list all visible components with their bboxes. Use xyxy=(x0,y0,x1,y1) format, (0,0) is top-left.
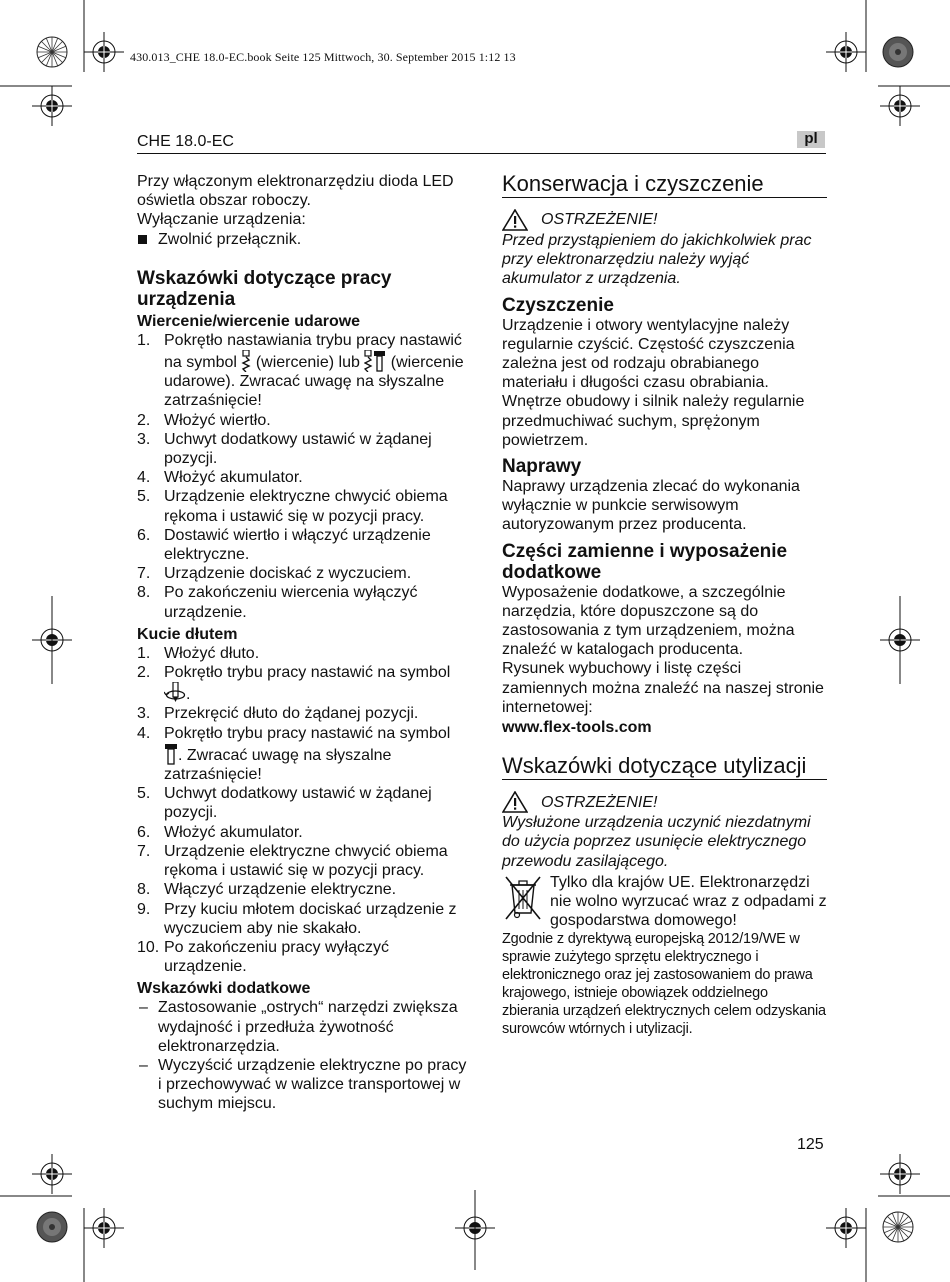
list-item xyxy=(137,663,467,704)
step-number: 8. xyxy=(137,584,151,602)
step-number: 6. xyxy=(137,526,151,544)
step-text: Urządzenie elektryczne chwycić obiema rękoma i ustawić się w pozycji pracy. xyxy=(164,842,448,880)
book-file-line: 430.013_CHE 18.0-EC.book Seite 125 Mittwoch, 30. September 2015 1:12 13 xyxy=(130,50,516,64)
step-text: . xyxy=(186,686,191,704)
registration-mark-icon xyxy=(880,86,920,126)
warning-label: OSTRZEŻENIE! xyxy=(541,793,658,811)
eu-only-text: Tylko dla krajów UE. Elektronarzędzi nie wolno wyrzucać wraz z odpadami z gospodarstwa domowego! xyxy=(550,873,827,930)
chisel-symbol-icon xyxy=(164,743,178,765)
printer-rosette-icon xyxy=(883,1212,913,1242)
registration-mark-icon xyxy=(826,1208,866,1248)
header-divider xyxy=(137,153,826,154)
disposal-warning-text: Wysłużone urządzenia uczynić niezdatnymi do użycia poprzez usunięcie elektrycznego przewodu zasilającego. xyxy=(502,814,811,870)
step-number: 2. xyxy=(137,664,151,682)
dash-marker: – xyxy=(139,1056,148,1074)
step-text: Pokrętło trybu pracy nastawić na symbol xyxy=(164,724,451,742)
step-number: 5. xyxy=(137,785,151,803)
maintenance-warning-text: Przed przystąpieniem do jakichkolwiek prac przy elektronarzędziu należy wyjąć akumulator z urządzenia. xyxy=(502,232,812,288)
list-item xyxy=(137,583,467,621)
directive-text: Zgodnie z dyrektywą europejską 2012/19/WE w sprawie zużytego sprzętu elektrycznego i elektronicznego oraz jej zastosowaniem do prawa krajowego, istnieje obowiązek oddzielnego zbierania urządzeń elektrycznych celem odzyskania surowców wtórnych i utylizacji. xyxy=(502,931,826,1038)
step-text: Włożyć akumulator. xyxy=(164,469,303,487)
registration-mark-icon xyxy=(32,86,72,126)
chisel-heading: Kucie dłutem xyxy=(137,625,238,643)
left-column xyxy=(137,172,467,1114)
drill-heading: Wiercenie/wiercenie udarowe xyxy=(137,312,361,330)
step-text: (wiercenie udarowe). Zwracać uwagę na słyszalne zatrzaśnięcie! xyxy=(164,354,464,410)
hammer-drill-symbol-icon xyxy=(364,350,386,372)
list-item xyxy=(137,784,467,822)
step-number: 3. xyxy=(137,705,151,723)
list-item xyxy=(137,230,467,249)
step-text: Przy kuciu młotem dociskać urządzenie z wyczuciem aby nie skakało. xyxy=(164,900,457,937)
step-text: Włożyć akumulator. xyxy=(164,823,303,841)
cleaning-heading: Czyszczenie xyxy=(502,294,614,316)
printer-rosette-icon xyxy=(37,37,67,67)
list-item xyxy=(137,468,467,487)
cleaning-text: Urządzenie i otwory wentylacyjne należy regularnie czyścić. Częstość czyszczenia zależna jest od rodzaju obrabianego materiału i długości czasu obrabiania. Wnętrze obudowy i silnik należy regularnie przedmuchiwać suchym, sprężonym powietrzem. xyxy=(502,316,805,449)
printer-rosette-icon xyxy=(883,37,913,67)
work-heading: Wskazówki dotyczące pracy urządzenia xyxy=(137,267,392,310)
step-text: Przekręcić dłuto do żądanej pozycji. xyxy=(164,705,419,723)
list-item xyxy=(137,1056,467,1114)
tip-text: Wyczyścić urządzenie elektryczne po pracy i przechowywać w walizce transportowej w suchym miejscu. xyxy=(158,1056,467,1113)
step-text: Po zakończeniu wiercenia wyłączyć urządzenie. xyxy=(164,584,418,621)
step-number: 1. xyxy=(137,331,151,349)
extra-heading: Wskazówki dodatkowe xyxy=(137,980,311,998)
step-text: Po zakończeniu pracy wyłączyć urządzenie. xyxy=(164,938,389,976)
step-text: Pokrętło trybu pracy nastawić na symbol xyxy=(164,664,451,682)
warning-triangle-icon xyxy=(502,209,528,231)
list-item-text: Zwolnić przełącznik. xyxy=(158,230,302,248)
list-item xyxy=(137,564,467,583)
warning-label: OSTRZEŻENIE! xyxy=(541,211,658,229)
maintenance-title: Konserwacja i czyszczenie xyxy=(502,172,827,198)
registration-mark-icon xyxy=(880,1154,920,1194)
step-text: Urządzenie dociskać z wyczuciem. xyxy=(164,565,412,583)
switch-off-list xyxy=(137,230,467,249)
step-number: 4. xyxy=(137,469,151,487)
list-item xyxy=(137,998,467,1056)
weee-crossed-bin-icon xyxy=(502,873,544,921)
weee-notice xyxy=(502,873,827,931)
list-item xyxy=(137,938,467,976)
step-number: 1. xyxy=(137,644,151,662)
registration-mark-icon xyxy=(84,1208,124,1248)
chisel-rotate-icon xyxy=(164,682,186,704)
step-number: 8. xyxy=(137,881,151,899)
dash-marker: – xyxy=(139,999,148,1017)
language-tag: pl xyxy=(797,131,825,148)
step-text: Uchwyt dodatkowy ustawić w żądanej pozycji. xyxy=(164,785,432,822)
page-title: CHE 18.0-EC xyxy=(137,133,234,150)
disposal-warning-head xyxy=(502,791,827,813)
list-item xyxy=(137,644,467,663)
drill-steps xyxy=(137,331,467,622)
list-item xyxy=(137,411,467,430)
maintenance-warning-head xyxy=(502,209,827,231)
registration-mark-icon xyxy=(826,32,866,72)
tip-text: Zastosowanie „ostrych“ narzędzi zwiększa wydajność i przedłuża żywotność elektronarzędzia. xyxy=(158,999,458,1055)
disposal-title: Wskazówki dotyczące utylizacji xyxy=(502,754,827,780)
list-item xyxy=(137,487,467,525)
step-number: 6. xyxy=(137,823,151,841)
list-item xyxy=(137,526,467,564)
list-item xyxy=(137,724,467,785)
step-number: 5. xyxy=(137,488,151,506)
list-item xyxy=(137,430,467,468)
repairs-text: Naprawy urządzenia zlecać do wykonania wyłącznie w punkcie serwisowym autoryzowanym przez producenta. xyxy=(502,478,800,534)
step-text: . Zwracać uwagę na słyszalne zatrzaśnięcie! xyxy=(164,746,392,784)
repairs-heading: Naprawy xyxy=(502,456,582,478)
step-text: Urządzenie elektryczne chwycić obiema rękoma i ustawić się w pozycji pracy. xyxy=(164,488,448,525)
parts-text: Wyposażenie dodatkowe, a szczególnie narzędzia, które dopuszczone są do zastosowania z tym urządzeniem, można znaleźć w katalogach producenta. xyxy=(502,583,795,659)
drawing-text: Rysunek wybuchowy i listę części zamiennych można znaleźć na naszej stronie internetowej: xyxy=(502,660,824,716)
step-text: Uchwyt dodatkowy ustawić w żądanej pozycji. xyxy=(164,430,432,468)
step-number: 4. xyxy=(137,724,151,742)
right-column xyxy=(502,172,827,1038)
step-text: Dostawić wiertło i włączyć urządzenie elektryczne. xyxy=(164,526,431,564)
step-number: 7. xyxy=(137,842,151,860)
parts-heading: Części zamienne i wyposażenie dodatkowe xyxy=(502,540,788,583)
step-text: (wiercenie) lub xyxy=(251,354,365,372)
list-item xyxy=(137,331,467,411)
list-item xyxy=(137,900,467,938)
step-number: 9. xyxy=(137,900,151,918)
step-text: Włożyć wiertło. xyxy=(164,411,271,429)
intro-led: Przy włączonym elektronarzędziu dioda LED oświetla obszar roboczy. xyxy=(137,173,454,210)
list-item xyxy=(137,880,467,899)
list-item xyxy=(137,842,467,880)
warning-triangle-icon xyxy=(502,791,528,813)
step-text: Pokrętło nastawiania trybu pracy nastawić na symbol xyxy=(164,331,462,372)
step-text: Włączyć urządzenie elektryczne. xyxy=(164,881,397,899)
step-number: 3. xyxy=(137,430,151,448)
square-bullet-icon xyxy=(138,235,147,244)
step-number: 7. xyxy=(137,565,151,583)
drill-symbol-icon xyxy=(241,350,251,372)
page-number: 125 xyxy=(797,1136,824,1153)
list-item xyxy=(137,823,467,842)
registration-mark-icon xyxy=(84,32,124,72)
step-number: 2. xyxy=(137,411,151,429)
step-text: Włożyć dłuto. xyxy=(164,644,260,662)
chisel-steps xyxy=(137,644,467,976)
step-number: 10. xyxy=(137,938,160,956)
registration-mark-icon xyxy=(32,1154,72,1194)
intro-switch-off: Wyłączanie urządzenia: xyxy=(137,211,306,229)
printer-rosette-icon xyxy=(37,1212,67,1242)
extra-tips xyxy=(137,998,467,1113)
website-link[interactable]: www.flex-tools.com xyxy=(502,719,652,737)
list-item xyxy=(137,704,467,723)
